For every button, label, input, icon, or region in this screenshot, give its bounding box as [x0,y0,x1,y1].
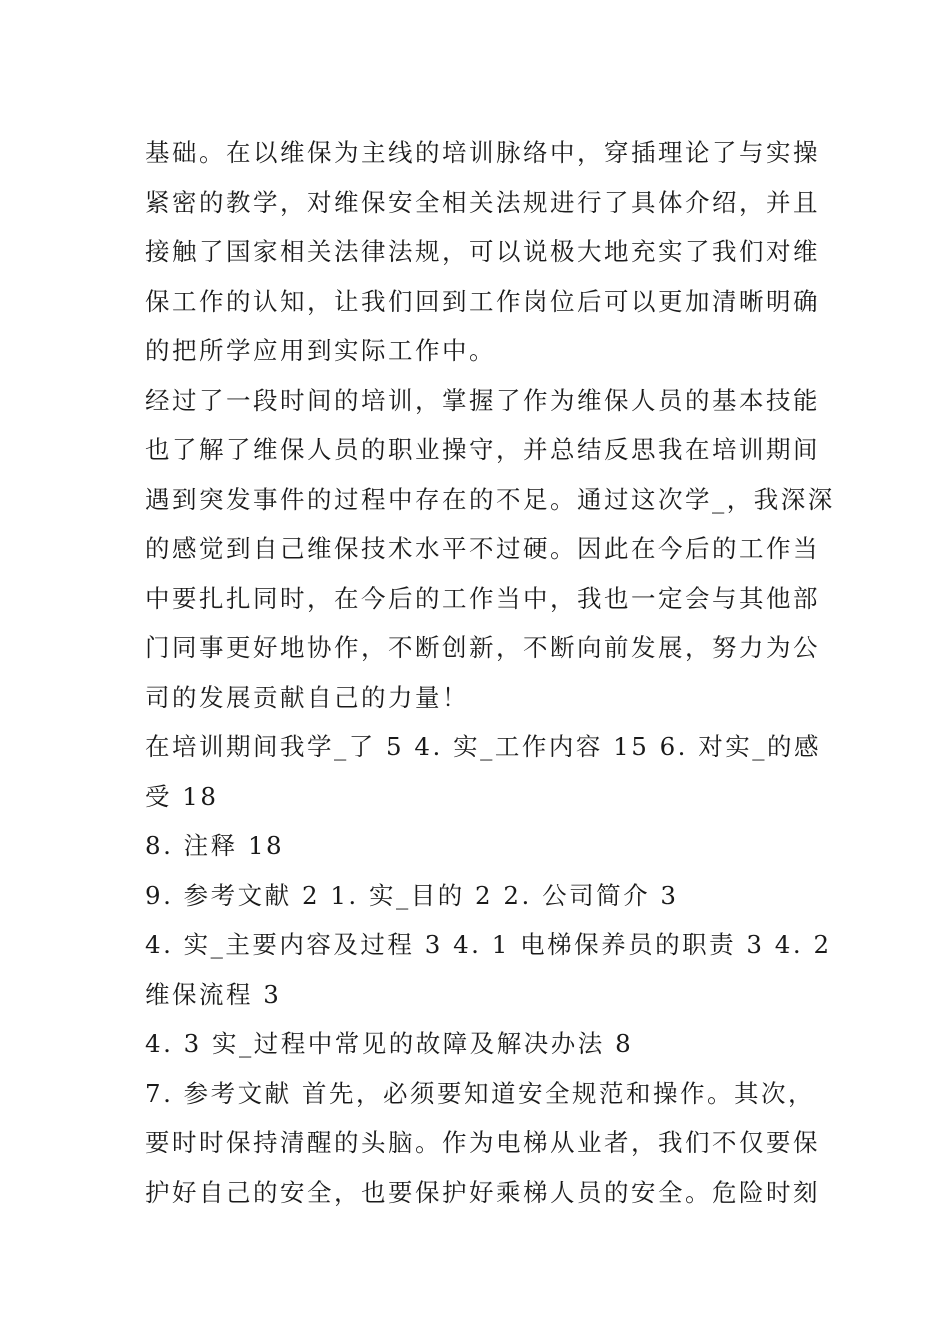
text-line: 保工作的认知，让我们回到工作岗位后可以更加清晰明确 [145,286,820,316]
text-line: 的把所学应用到实际工作中。 [145,336,496,365]
text-line: 受 18 [145,781,219,811]
document-body [145,128,835,1217]
text-line: 门同事更好地协作，不断创新，不断向前发展，努力为公 [145,633,820,662]
text-line: 7. 参考文献 首先，必须要知道安全规范和操作。其次， [145,1078,815,1108]
text-line: 9. 参考文献 2 1. 实_目的 2 2. 公司简介 3 [145,880,679,910]
text-line: 的感觉到自己维保技术水平不过硬。因此在今后的工作当 [145,534,820,563]
text-line: 紧密的教学，对维保安全相关法规进行了具体介绍，并且 [145,187,820,217]
text-line: 4. 实_主要内容及过程 3 4. 1 电梯保养员的职责 3 4. 2 [145,930,832,959]
text-line: 中要扎扎同时，在今后的工作当中，我也一定会与其他部 [145,583,820,613]
text-line: 护好自己的安全，也要保护好乘梯人员的安全。危险时刻 [145,1177,820,1207]
text-line: 8. 注释 18 [145,831,285,860]
text-line: 在培训期间我学_了 5 4. 实_工作内容 15 6. 对实_的感 [145,732,821,761]
text-line: 接触了国家相关法律法规，可以说极大地充实了我们对维 [145,237,820,266]
text-line: 经过了一段时间的培训，掌握了作为维保人员的基本技能 [145,385,820,415]
text-line: 也了解了维保人员的职业操守，并总结反思我在培训期间 [145,435,820,464]
text-line: 司的发展贡献自己的力量！ [145,682,469,712]
text-line: 要时时保持清醒的头脑。作为电梯从业者，我们不仅要保 [145,1128,820,1157]
text-line: 遇到突发事件的过程中存在的不足。通过这次学_，我深深 [145,484,835,514]
text-line: 基础。在以维保为主线的培训脉络中，穿插理论了与实操 [145,138,820,167]
text-line: 维保流程 3 [145,979,282,1009]
text-line: 4. 3 实_过程中常见的故障及解决办法 8 [145,1029,634,1058]
